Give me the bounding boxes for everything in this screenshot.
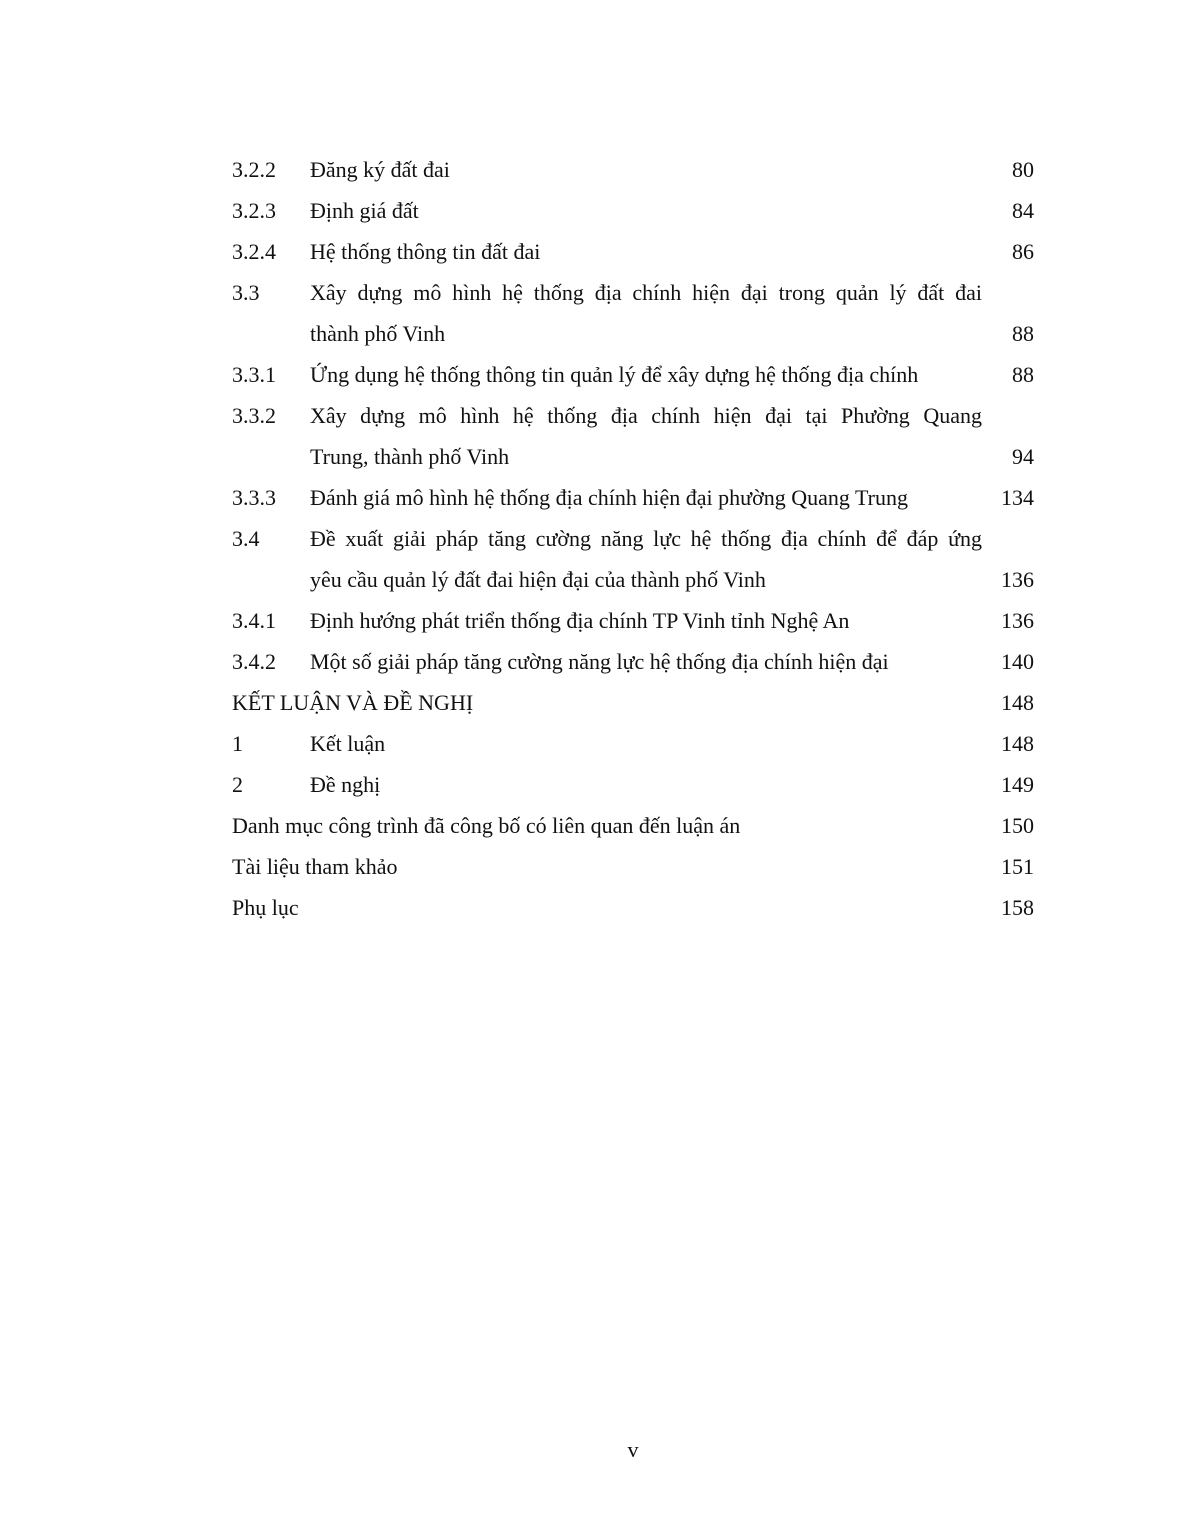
toc-entry-conclusion[interactable] [232,682,1034,723]
toc-entry-number: 3.3.3 [232,485,276,510]
toc-entry-title: Đăng ký đất đai [310,157,450,182]
toc-entry-3-4-2[interactable] [232,641,1034,682]
toc-entry-title: KẾT LUẬN VÀ ĐỀ NGHỊ [232,690,474,715]
toc-entry-page: 148 [1001,731,1034,756]
toc-entry-title: Hệ thống thông tin đất đai [310,239,541,264]
toc-entry-title: Tài liệu tham khảo [232,854,398,879]
toc-entry-page: 88 [1012,321,1034,346]
table-of-contents [232,149,1034,928]
toc-entry-number: 3.2.2 [232,157,276,182]
toc-entry-title: Ứng dụng hệ thống thông tin quản lý để xây dựng hệ thống địa chính [310,362,919,387]
toc-entry-3-3-3[interactable] [232,477,1034,518]
toc-entry-number: 3.3.2 [232,403,276,428]
toc-entry-page: 80 [1012,157,1034,182]
toc-entry-number: 3.2.4 [232,239,276,264]
toc-entry-number: 2 [232,772,243,797]
toc-entry-page: 136 [1001,567,1034,592]
toc-entry-3-3-2[interactable] [232,395,1034,477]
toc-entry-number: 3.4 [232,526,260,551]
toc-entry-title: Đề nghị [310,772,381,797]
toc-entry-number: 3.3 [232,280,260,305]
toc-entry-title: Phụ lục [232,895,299,920]
toc-entry-page: 86 [1012,239,1034,264]
toc-entry-page: 158 [1001,895,1034,920]
toc-entry-page: 149 [1001,772,1034,797]
toc-entry-3-2-4[interactable] [232,231,1034,272]
toc-entry-appendix[interactable] [232,887,1034,928]
toc-entry-3-4-1[interactable] [232,600,1034,641]
toc-entry-page: 151 [1001,854,1034,879]
toc-entry-title: Một số giải pháp tăng cường năng lực hệ thống địa chính hiện đại [310,649,889,674]
toc-entry-number: 3.4.1 [232,608,276,633]
toc-entry-title-line1: Đề xuất giải pháp tăng cường năng lực hệ thống địa chính để đáp ứng [310,526,982,551]
toc-entry-3-3[interactable] [232,272,1034,354]
toc-entry-title: Định hướng phát triển thống địa chính TP Vinh tỉnh Nghệ An [310,608,850,633]
toc-entry-title: Đánh giá mô hình hệ thống địa chính hiện đại phường Quang Trung [310,485,908,510]
toc-entry-1[interactable] [232,723,1034,764]
toc-entry-title-line2: thành phố Vinh [310,321,446,346]
toc-entry-page: 94 [1012,444,1034,469]
toc-entry-3-3-1[interactable] [232,354,1034,395]
toc-entry-title-line2: Trung, thành phố Vinh [310,444,510,469]
toc-entry-publications[interactable] [232,805,1034,846]
toc-entry-title: Định giá đất [310,198,419,223]
toc-entry-page: 150 [1001,813,1034,838]
toc-entry-title-line1: Xây dựng mô hình hệ thống địa chính hiện đại trong quản lý đất đai [310,280,982,305]
toc-entry-3-2-3[interactable] [232,190,1034,231]
toc-entry-page: 134 [1001,485,1034,510]
toc-entry-number: 3.2.3 [232,198,276,223]
toc-entry-title: Kết luận [310,731,386,756]
toc-entry-2[interactable] [232,764,1034,805]
toc-entry-title-line1: Xây dựng mô hình hệ thống địa chính hiện đại tại Phường Quang [310,403,982,428]
toc-entry-number: 1 [232,731,243,756]
toc-entry-page: 148 [1001,690,1034,715]
toc-entry-title: Danh mục công trình đã công bố có liên quan đến luận án [232,813,741,838]
toc-entry-3-2-2[interactable] [232,149,1034,190]
toc-entry-references[interactable] [232,846,1034,887]
toc-entry-page: 136 [1001,608,1034,633]
toc-entry-number: 3.4.2 [232,649,276,674]
toc-entry-title-line2: yêu cầu quản lý đất đai hiện đại của thành phố Vinh [310,567,766,592]
toc-entry-page: 84 [1012,198,1034,223]
toc-entry-page: 88 [1012,362,1034,387]
toc-entry-3-4[interactable] [232,518,1034,600]
page-number: v [627,1437,639,1462]
toc-entry-number: 3.3.1 [232,362,276,387]
toc-entry-page: 140 [1001,649,1034,674]
